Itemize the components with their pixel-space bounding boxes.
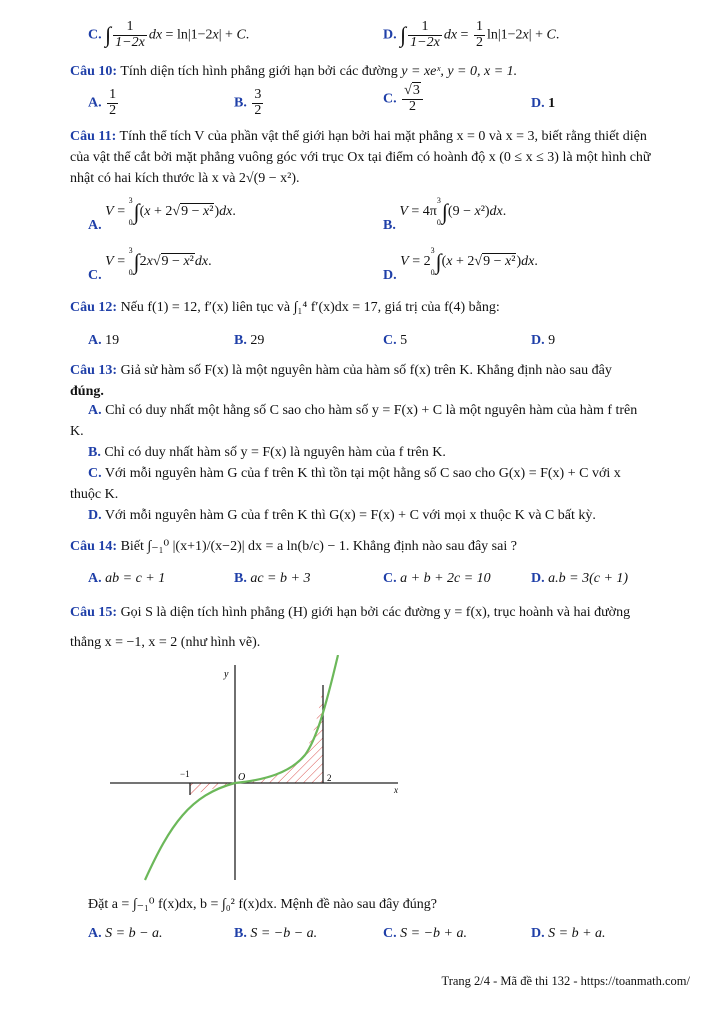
- option-label: C.: [383, 926, 397, 941]
- option-label: A.: [88, 333, 102, 348]
- q14-option-a[interactable]: [88, 571, 165, 587]
- option-label: A.: [88, 926, 102, 941]
- option-value: S = −b − a.: [250, 926, 318, 941]
- q12-stem: [70, 300, 500, 316]
- question-line: nhật có hai kích thước là x và 2√(9 − x²).: [70, 171, 300, 186]
- q11-option-b[interactable]: B. V = 4π 3 0∫(9 − x²)dx.: [383, 195, 507, 233]
- option-label: B.: [88, 445, 101, 460]
- q14-option-b[interactable]: [234, 571, 310, 587]
- option-value: 9: [548, 333, 556, 348]
- q12-option-a[interactable]: [88, 333, 119, 349]
- question-line: Gọi S là diện tích hình phẳng (H) giới hạn bởi các đường y = f(x), trục hoành và hai đường: [120, 605, 631, 620]
- question-number: Câu 15:: [70, 605, 118, 620]
- option-label: D.: [531, 571, 545, 586]
- option-label: D.: [531, 96, 545, 111]
- q14-option-d[interactable]: [531, 571, 628, 587]
- option-label: C.: [88, 27, 102, 43]
- option-label: C.: [88, 268, 102, 283]
- x-axis-label: x: [394, 785, 398, 795]
- q15-option-b[interactable]: [234, 926, 317, 942]
- option-value: ac = b + 3: [250, 571, 311, 586]
- question-line: Tính thể tích V của phần vật thể giới hạn bởi hai mặt phẳng x = 0 và x = 3, biết rằng thiết diện: [119, 129, 647, 144]
- q15-stem: [70, 598, 690, 658]
- option-continuation: thuộc K.: [70, 487, 119, 502]
- option-text: Với mỗi nguyên hàm G của f trên K thì tồn tại một hằng số C sao cho G(x) = F(x) + C với x: [104, 466, 621, 481]
- q14-stem: [70, 538, 517, 555]
- option-label: B.: [383, 218, 396, 233]
- option-value: a.b = 3(c + 1): [548, 571, 629, 586]
- q10-option-b[interactable]: B. $\frac{3}{2}$: [234, 87, 262, 118]
- q15-option-d[interactable]: [531, 926, 606, 942]
- question-number: Câu 12:: [70, 300, 118, 315]
- option-value: 5: [400, 333, 408, 348]
- q10-option-a[interactable]: A. $\frac{1}{2}$: [88, 87, 117, 118]
- q15-option-c[interactable]: [383, 926, 467, 942]
- q15-option-a[interactable]: [88, 926, 163, 942]
- q10-option-c[interactable]: C. $\frac{√3}{2}$: [383, 84, 425, 114]
- question-line: của vật thể cắt bởi mặt phẳng vuông góc với trục Ox tại điểm có hoành độ x (0 ≤ x ≤ 3) là một hình chữ: [70, 150, 651, 165]
- q12-option-b[interactable]: [234, 333, 264, 349]
- question-number: Câu 11:: [70, 129, 117, 144]
- option-label: B.: [234, 95, 247, 111]
- q12-option-c[interactable]: [383, 333, 407, 349]
- q9-option-c[interactable]: C. ∫ $\frac{1}{1-2x}$ dx = ln|1−2x| + C.: [88, 19, 250, 50]
- q13-option-a[interactable]: [70, 400, 690, 421]
- option-value: S = −b + a.: [400, 926, 467, 941]
- tick-label-2: 2: [327, 773, 332, 783]
- option-label: B.: [234, 571, 247, 586]
- q12-option-d[interactable]: [531, 333, 555, 349]
- page-footer: Trang 2/4 - Mã đề thi 132 - https://toanmath.com/: [441, 974, 690, 988]
- shaded-region-right: [235, 685, 323, 783]
- question-line: Giả sử hàm số F(x) là một nguyên hàm của hàm số f(x) trên K. Khẳng định nào sau đây: [120, 363, 612, 378]
- option-text: Với mỗi nguyên hàm G của f trên K thì G(x) = F(x) + C với mọi x thuộc K và C bất kỳ.: [104, 508, 596, 523]
- question-text: Nếu f(1) = 12, f′(x) liên tục và ∫₁⁴ f′(x)dx = 17, giá trị của f(4) bằng:: [120, 300, 500, 315]
- option-label: C.: [383, 91, 397, 107]
- question-number: Câu 13:: [70, 363, 118, 378]
- option-value: S = b − a.: [105, 926, 163, 941]
- option-text: Chỉ có duy nhất hàm số y = F(x) là nguyên hàm của f trên K.: [104, 445, 446, 460]
- q15-graph: [100, 655, 410, 890]
- option-label: D.: [531, 926, 545, 941]
- option-label: D.: [88, 508, 102, 523]
- option-value: 29: [250, 333, 265, 348]
- q11-stem: [70, 126, 690, 189]
- q11-option-c[interactable]: C. V = 3 0∫2x√9 − x²dx.: [88, 245, 212, 283]
- option-label: D.: [383, 27, 397, 43]
- question-text: Tính diện tích hình phẳng giới hạn bởi các đường: [120, 64, 398, 79]
- option-label: C.: [383, 571, 397, 586]
- option-label: A.: [88, 95, 102, 111]
- q13-options: [70, 400, 690, 526]
- y-axis-label: y: [224, 669, 229, 680]
- option-label: B.: [234, 926, 247, 941]
- question-number: Câu 10:: [70, 64, 118, 79]
- option-label: D.: [383, 268, 397, 283]
- option-continuation: K.: [70, 424, 84, 439]
- q15-question: [88, 896, 437, 913]
- option-label: A.: [88, 218, 102, 233]
- option-label: A.: [88, 571, 102, 586]
- option-value: 1: [548, 96, 556, 111]
- option-value: 19: [105, 333, 120, 348]
- tick-label-neg1: −1: [180, 769, 190, 779]
- option-value: S = b + a.: [548, 926, 606, 941]
- option-label: C.: [383, 333, 397, 348]
- q13-option-b[interactable]: [70, 442, 690, 463]
- option-text: Chỉ có duy nhất một hằng số C sao cho hàm số y = F(x) + C là một nguyên hàm của hàm f trên: [105, 403, 638, 418]
- question-text: Biết ∫₋₁⁰ |(x+1)/(x−2)| dx = a ln(b/c) − 1. Khẳng định nào sau đây sai ?: [120, 539, 517, 554]
- option-value: a + b + 2c = 10: [400, 571, 491, 586]
- q11-option-a[interactable]: A. V = 3 0∫(x + 2√9 − x²)dx.: [88, 195, 236, 233]
- option-value: ab = c + 1: [105, 571, 166, 586]
- question-line: thẳng x = −1, x = 2 (như hình vẽ).: [70, 635, 261, 650]
- question-line: đúng.: [70, 384, 104, 399]
- q14-option-c[interactable]: [383, 571, 491, 587]
- option-label: C.: [88, 466, 102, 481]
- option-label: A.: [88, 403, 102, 418]
- option-label: B.: [234, 333, 247, 348]
- q11-option-d[interactable]: D. V = 2 3 0∫(x + 2√9 − x²)dx.: [383, 245, 538, 283]
- question-formula: y = xeˣ, y = 0, x = 1.: [401, 64, 518, 79]
- q13-option-d[interactable]: [70, 505, 690, 526]
- q10-option-d[interactable]: [531, 96, 555, 112]
- q10-stem: [70, 64, 517, 80]
- origin-label: O: [238, 772, 246, 783]
- q9-option-d[interactable]: D. ∫ $\frac{1}{1-2x}$ dx = $\frac{1}{2}$ ln|1−2x| + C.: [383, 19, 560, 50]
- option-label: D.: [531, 333, 545, 348]
- question-text: Đặt a = ∫₋₁⁰ f(x)dx, b = ∫₀² f(x)dx. Mệnh đề nào sau đây đúng?: [88, 897, 438, 912]
- q13-stem: [70, 360, 690, 402]
- q13-option-c[interactable]: [70, 463, 690, 484]
- question-number: Câu 14:: [70, 539, 118, 554]
